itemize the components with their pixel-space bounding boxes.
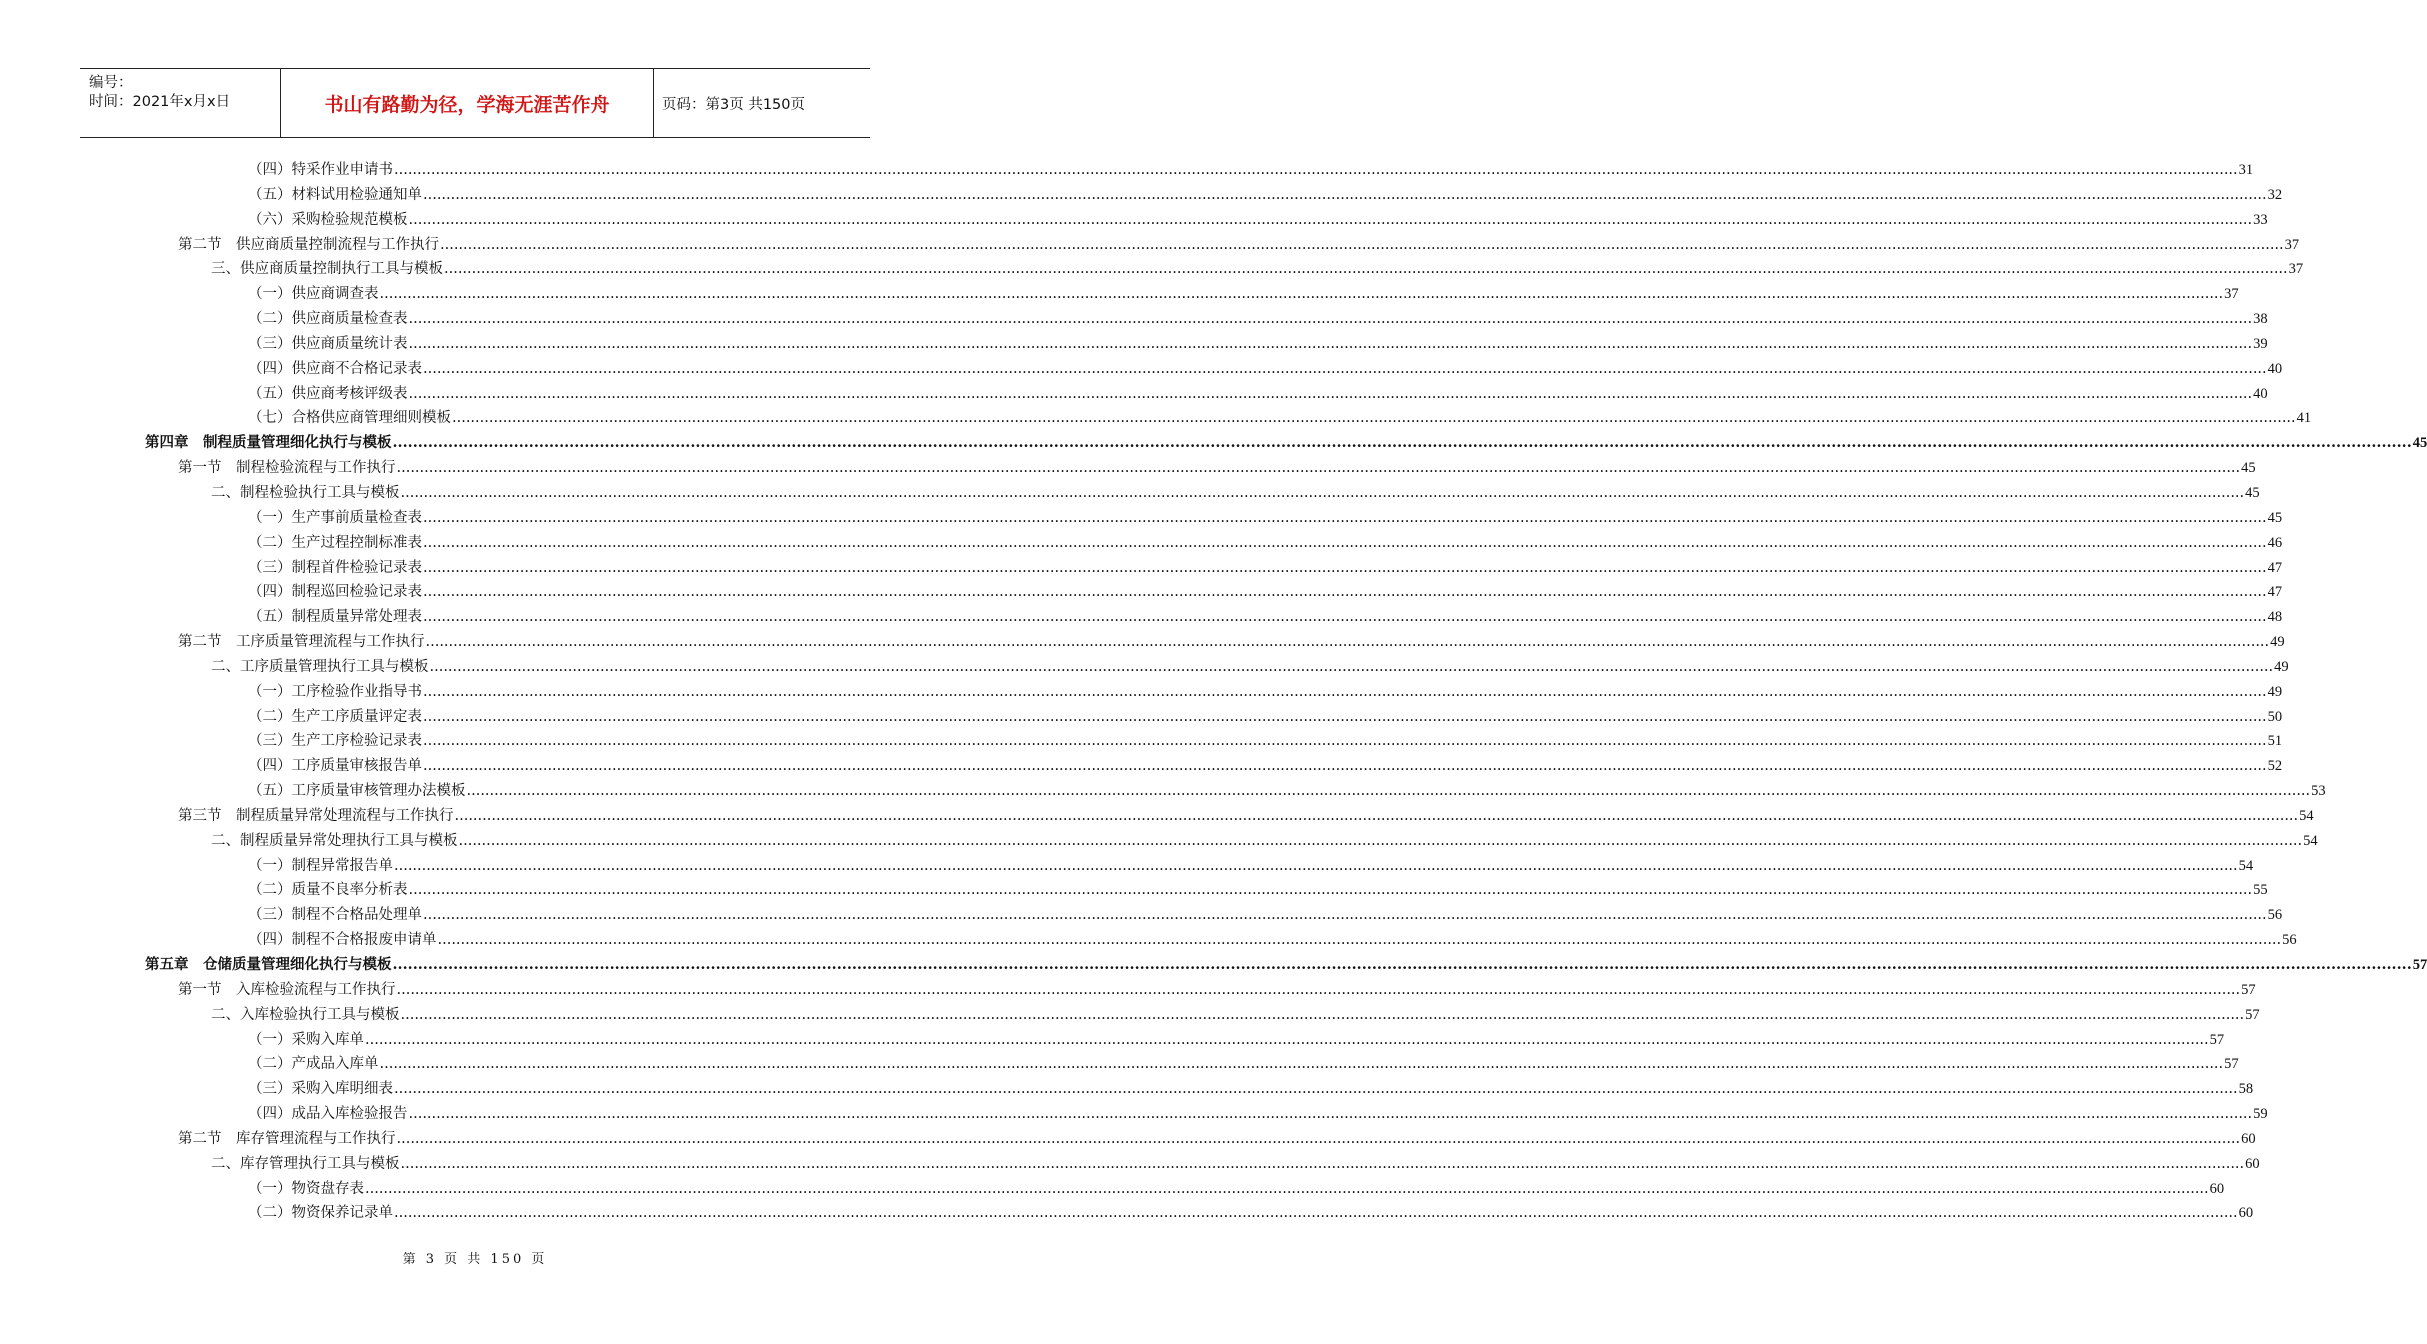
toc-entry-title: 二、库存管理执行工具与模板 [211, 1155, 400, 1172]
toc-entry-title: （一）工序检验作业指导书 [248, 683, 422, 700]
toc-page-number: 33 [2253, 211, 2268, 228]
toc-entry-title: 第四章 制程质量管理细化执行与模板 [145, 435, 392, 452]
toc-entry[interactable] [0, 1028, 2225, 1053]
toc-entry[interactable] [0, 158, 2254, 183]
toc-entry[interactable] [0, 878, 2268, 903]
toc-page-number: 58 [2238, 1081, 2254, 1098]
toc-entry-title: （一）采购入库单 [248, 1031, 364, 1048]
toc-page-number: 53 [2311, 783, 2326, 800]
toc-page-number: 57 [2224, 1056, 2239, 1073]
toc-dot-leader: ................................................................................................................................................................................................................................................................................................................................................................................................................ [394, 1081, 2238, 1098]
toc-entry-title: （二）生产过程控制标准表 [248, 534, 422, 551]
toc-entry[interactable] [0, 705, 2283, 730]
toc-dot-leader: ................................................................................................................................................................................................................................................................................................................................................................................................................ [379, 1056, 2224, 1073]
toc-dot-leader: ................................................................................................................................................................................................................................................................................................................................................................................................................ [365, 1180, 2209, 1197]
header-info-cell [80, 69, 281, 137]
toc-entry-title: （四）特采作业申请书 [248, 162, 393, 178]
toc-dot-leader: ................................................................................................................................................................................................................................................................................................................................................................................................................ [408, 335, 2253, 352]
toc-entry[interactable] [0, 1003, 2260, 1028]
toc-dot-leader: ................................................................................................................................................................................................................................................................................................................................................................................................................ [408, 311, 2253, 328]
toc-dot-leader: ................................................................................................................................................................................................................................................................................................................................................................................................................ [423, 758, 2267, 775]
toc-page-number: 49 [2267, 683, 2283, 700]
toc-page-number: 57 [2412, 957, 2427, 973]
toc-page-number: 45 [2412, 435, 2427, 452]
toc-dot-leader: ................................................................................................................................................................................................................................................................................................................................................................................................................ [444, 261, 2288, 278]
toc-entry[interactable] [0, 1177, 2225, 1202]
toc-entry-title: 第一节 制程检验流程与工作执行 [178, 460, 396, 477]
toc-entry[interactable] [0, 183, 2283, 208]
toc-dot-leader: ................................................................................................................................................................................................................................................................................................................................................................................................................ [365, 1031, 2209, 1048]
header-motto: 书山有路勤为径，学海无涯苦作舟 [324, 94, 610, 116]
toc-page-number: 31 [2238, 162, 2254, 178]
toc-page-number: 46 [2267, 534, 2283, 551]
toc-dot-leader: ................................................................................................................................................................................................................................................................................................................................................................................................................ [408, 882, 2253, 899]
toc-entry-title: （三）供应商质量统计表 [248, 335, 408, 352]
toc-entry[interactable] [0, 754, 2283, 779]
toc-dot-leader: ................................................................................................................................................................................................................................................................................................................................................................................................................ [425, 634, 2270, 651]
toc-dot-leader: ................................................................................................................................................................................................................................................................................................................................................................................................................ [408, 211, 2253, 228]
toc-entry[interactable] [0, 580, 2283, 605]
toc-page-number: 52 [2267, 758, 2283, 775]
toc-dot-leader: ................................................................................................................................................................................................................................................................................................................................................................................................................ [423, 360, 2267, 377]
toc-page-number: 57 [2245, 1006, 2260, 1023]
toc-entry-title: （二）质量不良率分析表 [248, 882, 408, 899]
toc-entry[interactable] [0, 233, 2300, 258]
toc-entry-title: （二）产成品入库单 [248, 1056, 379, 1073]
toc-page-number: 40 [2253, 385, 2268, 402]
toc-entry[interactable] [0, 680, 2283, 705]
toc-page-number: 54 [2299, 807, 2314, 824]
toc-dot-leader: ................................................................................................................................................................................................................................................................................................................................................................................................................ [454, 807, 2299, 824]
toc-dot-leader: ................................................................................................................................................................................................................................................................................................................................................................................................................ [423, 534, 2267, 551]
toc-entry[interactable] [0, 481, 2260, 506]
toc-entry-title: （三）生产工序检验记录表 [248, 733, 422, 750]
toc-dot-leader: ................................................................................................................................................................................................................................................................................................................................................................................................................ [423, 559, 2267, 576]
toc-dot-leader: ................................................................................................................................................................................................................................................................................................................................................................................................................ [458, 832, 2303, 849]
toc-entry[interactable] [0, 779, 2326, 804]
toc-page-number: 60 [2245, 1155, 2260, 1172]
toc-page-number: 48 [2267, 609, 2283, 626]
toc-chapter-entry[interactable] [0, 953, 2427, 978]
toc-page-number: 37 [2224, 286, 2239, 303]
toc-entry[interactable] [0, 804, 2314, 829]
toc-entry-title: 二、入库检验执行工具与模板 [211, 1006, 400, 1023]
toc-entry[interactable] [0, 307, 2268, 332]
toc-entry-title: （四）供应商不合格记录表 [248, 360, 422, 377]
toc-dot-leader: ................................................................................................................................................................................................................................................................................................................................................................................................................ [423, 186, 2267, 203]
toc-entry[interactable] [0, 1201, 2254, 1226]
toc-page-number: 37 [2288, 261, 2304, 278]
toc-page-number: 60 [2241, 1130, 2256, 1147]
toc-entry[interactable] [0, 1152, 2260, 1177]
toc-entry-title: （三）采购入库明细表 [248, 1081, 393, 1098]
toc-entry[interactable] [0, 1102, 2268, 1127]
toc-entry-title: （四）工序质量审核报告单 [248, 758, 422, 775]
toc-page-number: 56 [2267, 907, 2283, 924]
toc-entry-title: （三）制程首件检验记录表 [248, 559, 422, 576]
toc-entry[interactable] [0, 1127, 2256, 1152]
toc-entry-title: （二）供应商质量检查表 [248, 311, 408, 328]
toc-entry-title: 第五章 仓储质量管理细化执行与模板 [145, 957, 392, 973]
toc-dot-leader: ................................................................................................................................................................................................................................................................................................................................................................................................................ [394, 857, 2238, 874]
toc-dot-leader: ................................................................................................................................................................................................................................................................................................................................................................................................................ [379, 286, 2224, 303]
page-header [80, 68, 870, 138]
toc-entry[interactable] [0, 655, 2289, 680]
toc-entry-title: 二、工序质量管理执行工具与模板 [211, 658, 429, 675]
toc-entry[interactable] [0, 332, 2268, 357]
toc-dot-leader: ................................................................................................................................................................................................................................................................................................................................................................................................................ [396, 1130, 2241, 1147]
toc-entry-title: （一）供应商调查表 [248, 286, 379, 303]
toc-page-number: 45 [2267, 509, 2283, 526]
toc-chapter-entry[interactable] [0, 431, 2427, 456]
toc-entry-title: 二、制程检验执行工具与模板 [211, 484, 400, 501]
toc-entry-title: 第一节 入库检验流程与工作执行 [178, 981, 396, 998]
toc-entry-title: （一）生产事前质量检查表 [248, 509, 422, 526]
toc-page-number: 50 [2267, 708, 2283, 725]
toc-dot-leader: ................................................................................................................................................................................................................................................................................................................................................................................................................ [408, 1106, 2253, 1123]
toc-page-number: 57 [2209, 1031, 2225, 1048]
toc-page-number: 54 [2303, 832, 2318, 849]
toc-dot-leader: ................................................................................................................................................................................................................................................................................................................................................................................................................ [423, 509, 2267, 526]
toc-entry-title: 三、供应商质量控制执行工具与模板 [211, 261, 443, 278]
toc-entry[interactable] [0, 729, 2283, 754]
toc-entry[interactable] [0, 978, 2256, 1003]
toc-dot-leader: ................................................................................................................................................................................................................................................................................................................................................................................................................ [437, 932, 2282, 949]
toc-entry-title: 第二节 库存管理流程与工作执行 [178, 1130, 396, 1147]
toc-page-number: 56 [2282, 932, 2297, 949]
toc-entry[interactable] [0, 903, 2283, 928]
date-label: 时间：2021年x月x日 [89, 94, 231, 110]
toc-page-number: 59 [2253, 1106, 2268, 1123]
toc-entry[interactable] [0, 282, 2239, 307]
toc-dot-leader: ................................................................................................................................................................................................................................................................................................................................................................................................................ [394, 162, 2238, 178]
toc-entry-title: 第三节 制程质量异常处理流程与工作执行 [178, 807, 454, 824]
toc-entry-title: （二）物资保养记录单 [248, 1205, 393, 1222]
toc-dot-leader: ................................................................................................................................................................................................................................................................................................................................................................................................................ [400, 1006, 2245, 1023]
toc-page-number: 39 [2253, 335, 2268, 352]
toc-entry-title: 第二节 供应商质量控制流程与工作执行 [178, 236, 439, 253]
toc-page-number: 55 [2253, 882, 2268, 899]
toc-page-number: 45 [2241, 460, 2256, 477]
toc-entry-title: （五）材料试用检验通知单 [248, 186, 422, 203]
toc-entry[interactable] [0, 357, 2283, 382]
toc-entry-title: （五）制程质量异常处理表 [248, 609, 422, 626]
toc-dot-leader: ................................................................................................................................................................................................................................................................................................................................................................................................................ [423, 683, 2267, 700]
toc-page-number: 60 [2209, 1180, 2225, 1197]
toc-entry[interactable] [0, 406, 2312, 431]
header-page-cell [654, 69, 870, 137]
toc-page-number: 54 [2238, 857, 2254, 874]
toc-entry[interactable] [0, 531, 2283, 556]
toc-entry-title: （一）物资盘存表 [248, 1180, 364, 1197]
toc-dot-leader: ................................................................................................................................................................................................................................................................................................................................................................................................................ [396, 460, 2241, 477]
toc-entry-title: （五）供应商考核评级表 [248, 385, 408, 402]
toc-entry-title: （四）制程巡回检验记录表 [248, 584, 422, 601]
toc-dot-leader: ................................................................................................................................................................................................................................................................................................................................................................................................................ [392, 956, 2412, 973]
header-motto-cell [281, 69, 654, 137]
toc-dot-leader: ................................................................................................................................................................................................................................................................................................................................................................................................................ [440, 236, 2284, 253]
toc-entry[interactable] [0, 829, 2318, 854]
toc-dot-leader: ................................................................................................................................................................................................................................................................................................................................................................................................................ [394, 1205, 2238, 1222]
toc-dot-leader: ................................................................................................................................................................................................................................................................................................................................................................................................................ [423, 733, 2267, 750]
toc-entry[interactable] [0, 257, 2304, 282]
toc-entry-title: （一）制程异常报告单 [248, 857, 393, 874]
toc-page-number: 49 [2274, 658, 2289, 675]
table-of-contents [0, 158, 2427, 1226]
toc-dot-leader: ................................................................................................................................................................................................................................................................................................................................................................................................................ [423, 584, 2267, 601]
toc-dot-leader: ................................................................................................................................................................................................................................................................................................................................................................................................................ [423, 708, 2267, 725]
toc-entry[interactable] [0, 1052, 2239, 1077]
toc-entry-title: （三）制程不合格品处理单 [248, 907, 422, 924]
toc-page-number: 47 [2267, 559, 2283, 576]
toc-dot-leader: ................................................................................................................................................................................................................................................................................................................................................................................................................ [400, 1155, 2245, 1172]
toc-entry-title: （五）工序质量审核管理办法模板 [248, 783, 466, 800]
toc-entry[interactable] [0, 605, 2283, 630]
toc-entry[interactable] [0, 208, 2268, 233]
toc-dot-leader: ................................................................................................................................................................................................................................................................................................................................................................................................................ [408, 385, 2253, 402]
toc-entry-title: （七）合格供应商管理细则模板 [248, 410, 451, 427]
toc-entry-title: 二、制程质量异常处理执行工具与模板 [211, 832, 458, 849]
toc-page-number: 60 [2238, 1205, 2254, 1222]
toc-entry-title: 第二节 工序质量管理流程与工作执行 [178, 634, 425, 651]
toc-page-number: 38 [2253, 311, 2268, 328]
toc-entry[interactable] [0, 382, 2268, 407]
toc-entry-title: （二）生产工序质量评定表 [248, 708, 422, 725]
toc-entry[interactable] [0, 854, 2254, 879]
toc-entry-title: （四）成品入库检验报告 [248, 1106, 408, 1123]
toc-dot-leader: ................................................................................................................................................................................................................................................................................................................................................................................................................ [400, 484, 2245, 501]
page-footer: 第 3 页 共 150 页 [402, 1252, 548, 1267]
toc-page-number: 51 [2267, 733, 2283, 750]
toc-page-number: 57 [2241, 981, 2256, 998]
toc-dot-leader: ................................................................................................................................................................................................................................................................................................................................................................................................................ [452, 410, 2296, 427]
toc-page-number: 41 [2296, 410, 2312, 427]
toc-entry[interactable] [0, 556, 2283, 581]
header-page-info: 页码：第3页 共150页 [662, 97, 806, 113]
toc-dot-leader: ................................................................................................................................................................................................................................................................................................................................................................................................................ [429, 658, 2274, 675]
toc-page-number: 47 [2267, 584, 2283, 601]
toc-page-number: 32 [2267, 186, 2283, 203]
toc-entry[interactable] [0, 630, 2285, 655]
toc-page-number: 40 [2267, 360, 2283, 377]
toc-dot-leader: ................................................................................................................................................................................................................................................................................................................................................................................................................ [423, 907, 2267, 924]
serial-label: 编号： [89, 75, 133, 91]
toc-entry-title: （六）采购检验规范模板 [248, 211, 408, 228]
toc-entry-title: （四）制程不合格报废申请单 [248, 932, 437, 949]
toc-page-number: 49 [2270, 634, 2285, 651]
toc-page-number: 37 [2284, 236, 2300, 253]
toc-dot-leader: ................................................................................................................................................................................................................................................................................................................................................................................................................ [392, 434, 2412, 452]
toc-dot-leader: ................................................................................................................................................................................................................................................................................................................................................................................................................ [423, 609, 2267, 626]
toc-dot-leader: ................................................................................................................................................................................................................................................................................................................................................................................................................ [466, 783, 2311, 800]
toc-entry[interactable] [0, 928, 2297, 953]
toc-entry[interactable] [0, 456, 2256, 481]
toc-entry[interactable] [0, 506, 2283, 531]
toc-entry[interactable] [0, 1077, 2254, 1102]
toc-page-number: 45 [2245, 484, 2260, 501]
toc-dot-leader: ................................................................................................................................................................................................................................................................................................................................................................................................................ [396, 981, 2241, 998]
